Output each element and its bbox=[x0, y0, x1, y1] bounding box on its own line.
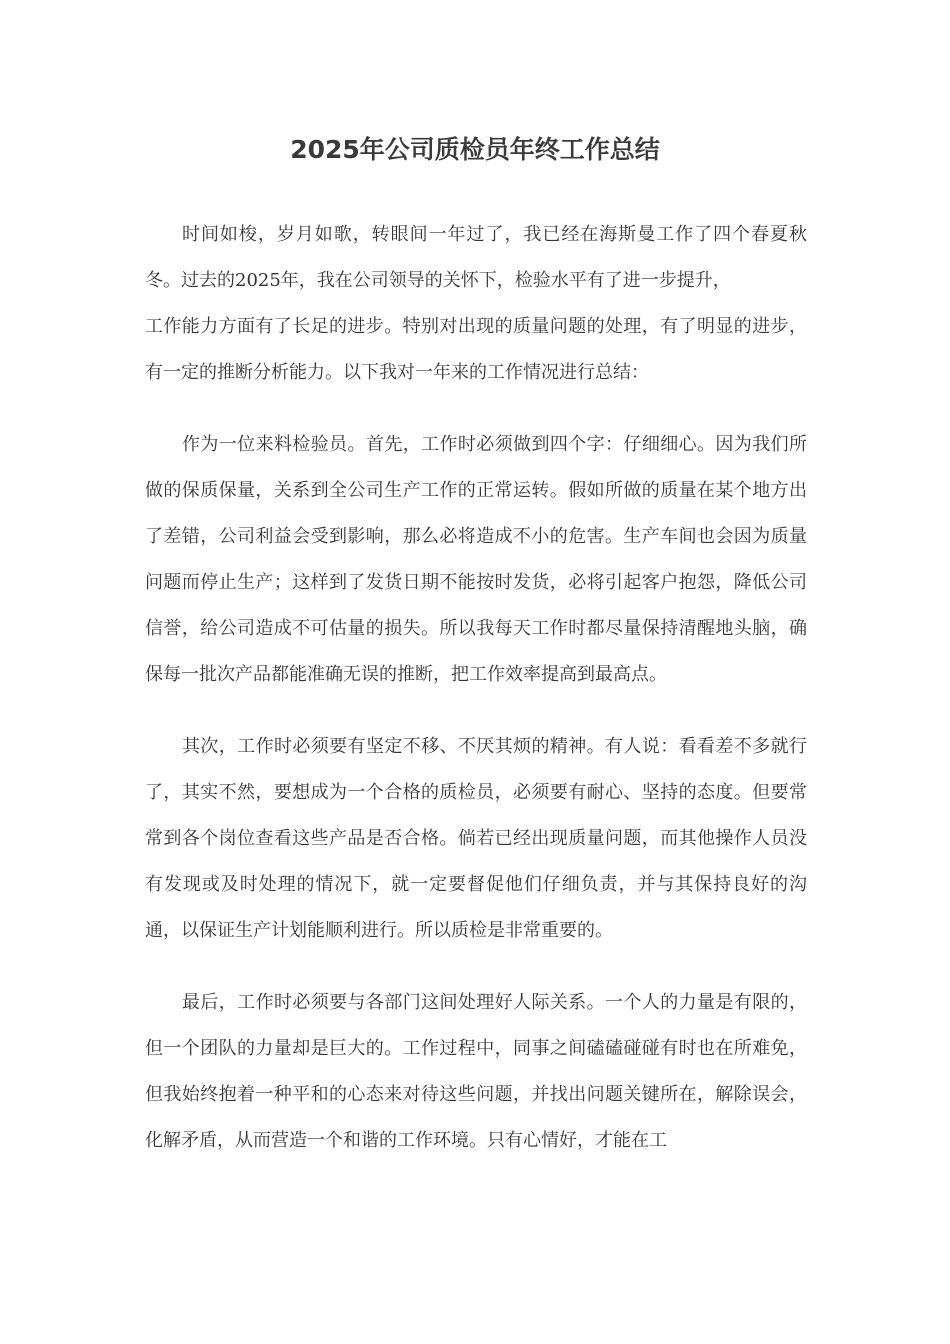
paragraph-2: 作为一位来料检验员。首先，工作时必须做到四个字：仔细细心。因为我们所做的保质保量，关系到全公司生产工作的正常运转。假如所做的质量在某个地方出了差错，公司利益会受到影响，那么必将造成不小的危害。生产车间也会因为质量问题而停止生产；这样到了发货日期不能按时发货，必将引起客户抱怨，降低公司信誉，给公司造成不可估量的损失。所以我每天工作时都尽量保持清醒地头脑，确保每一批次产品都能准确无误的推断，把工作效率提高到最高点。 bbox=[145, 434, 807, 685]
paragraph-1: 时间如梭，岁月如歌，转眼间一年过了，我已经在海斯曼工作了四个春夏秋冬。过去的2025年，我在公司领导的关怀下，检验水平有了进一步提升， 工作能力方面有了长足的进步。特别对出现的质量问题的处理，有了明显的进步，有一定的推断分析能力。以下我对一年来的工作情况进行总结： bbox=[145, 224, 807, 383]
paragraph-3: 其次，工作时必须要有坚定不移、不厌其烦的精神。有人说：看看差不多就行了，其实不然，要想成为一个合格的质检员，必须要有耐心、坚持的态度。但要常常到各个岗位查看这些产品是否合格。倘若已经出现质量问题，而其他操作人员没有发现或及时处理的情况下，就一定要督促他们仔细负责，并与其保持良好的沟通，以保证生产计划能顺利进行。所以质检是非常重要的。 bbox=[145, 736, 807, 941]
document-body bbox=[145, 212, 807, 1164]
paragraph-4: 最后，工作时必须要与各部门这间处理好人际关系。一个人的力量是有限的，但一个团队的力量却是巨大的。工作过程中，同事之间磕磕碰碰有时也在所难免，但我始终抱着一种平和的心态来对待这些问题，并找出问题关键所在，解除误会，化解矛盾，从而营造一个和谐的工作环境。只有心情好，才能在工 bbox=[145, 992, 807, 1151]
document-title: 2025年公司质检员年终工作总结 bbox=[290, 135, 660, 164]
